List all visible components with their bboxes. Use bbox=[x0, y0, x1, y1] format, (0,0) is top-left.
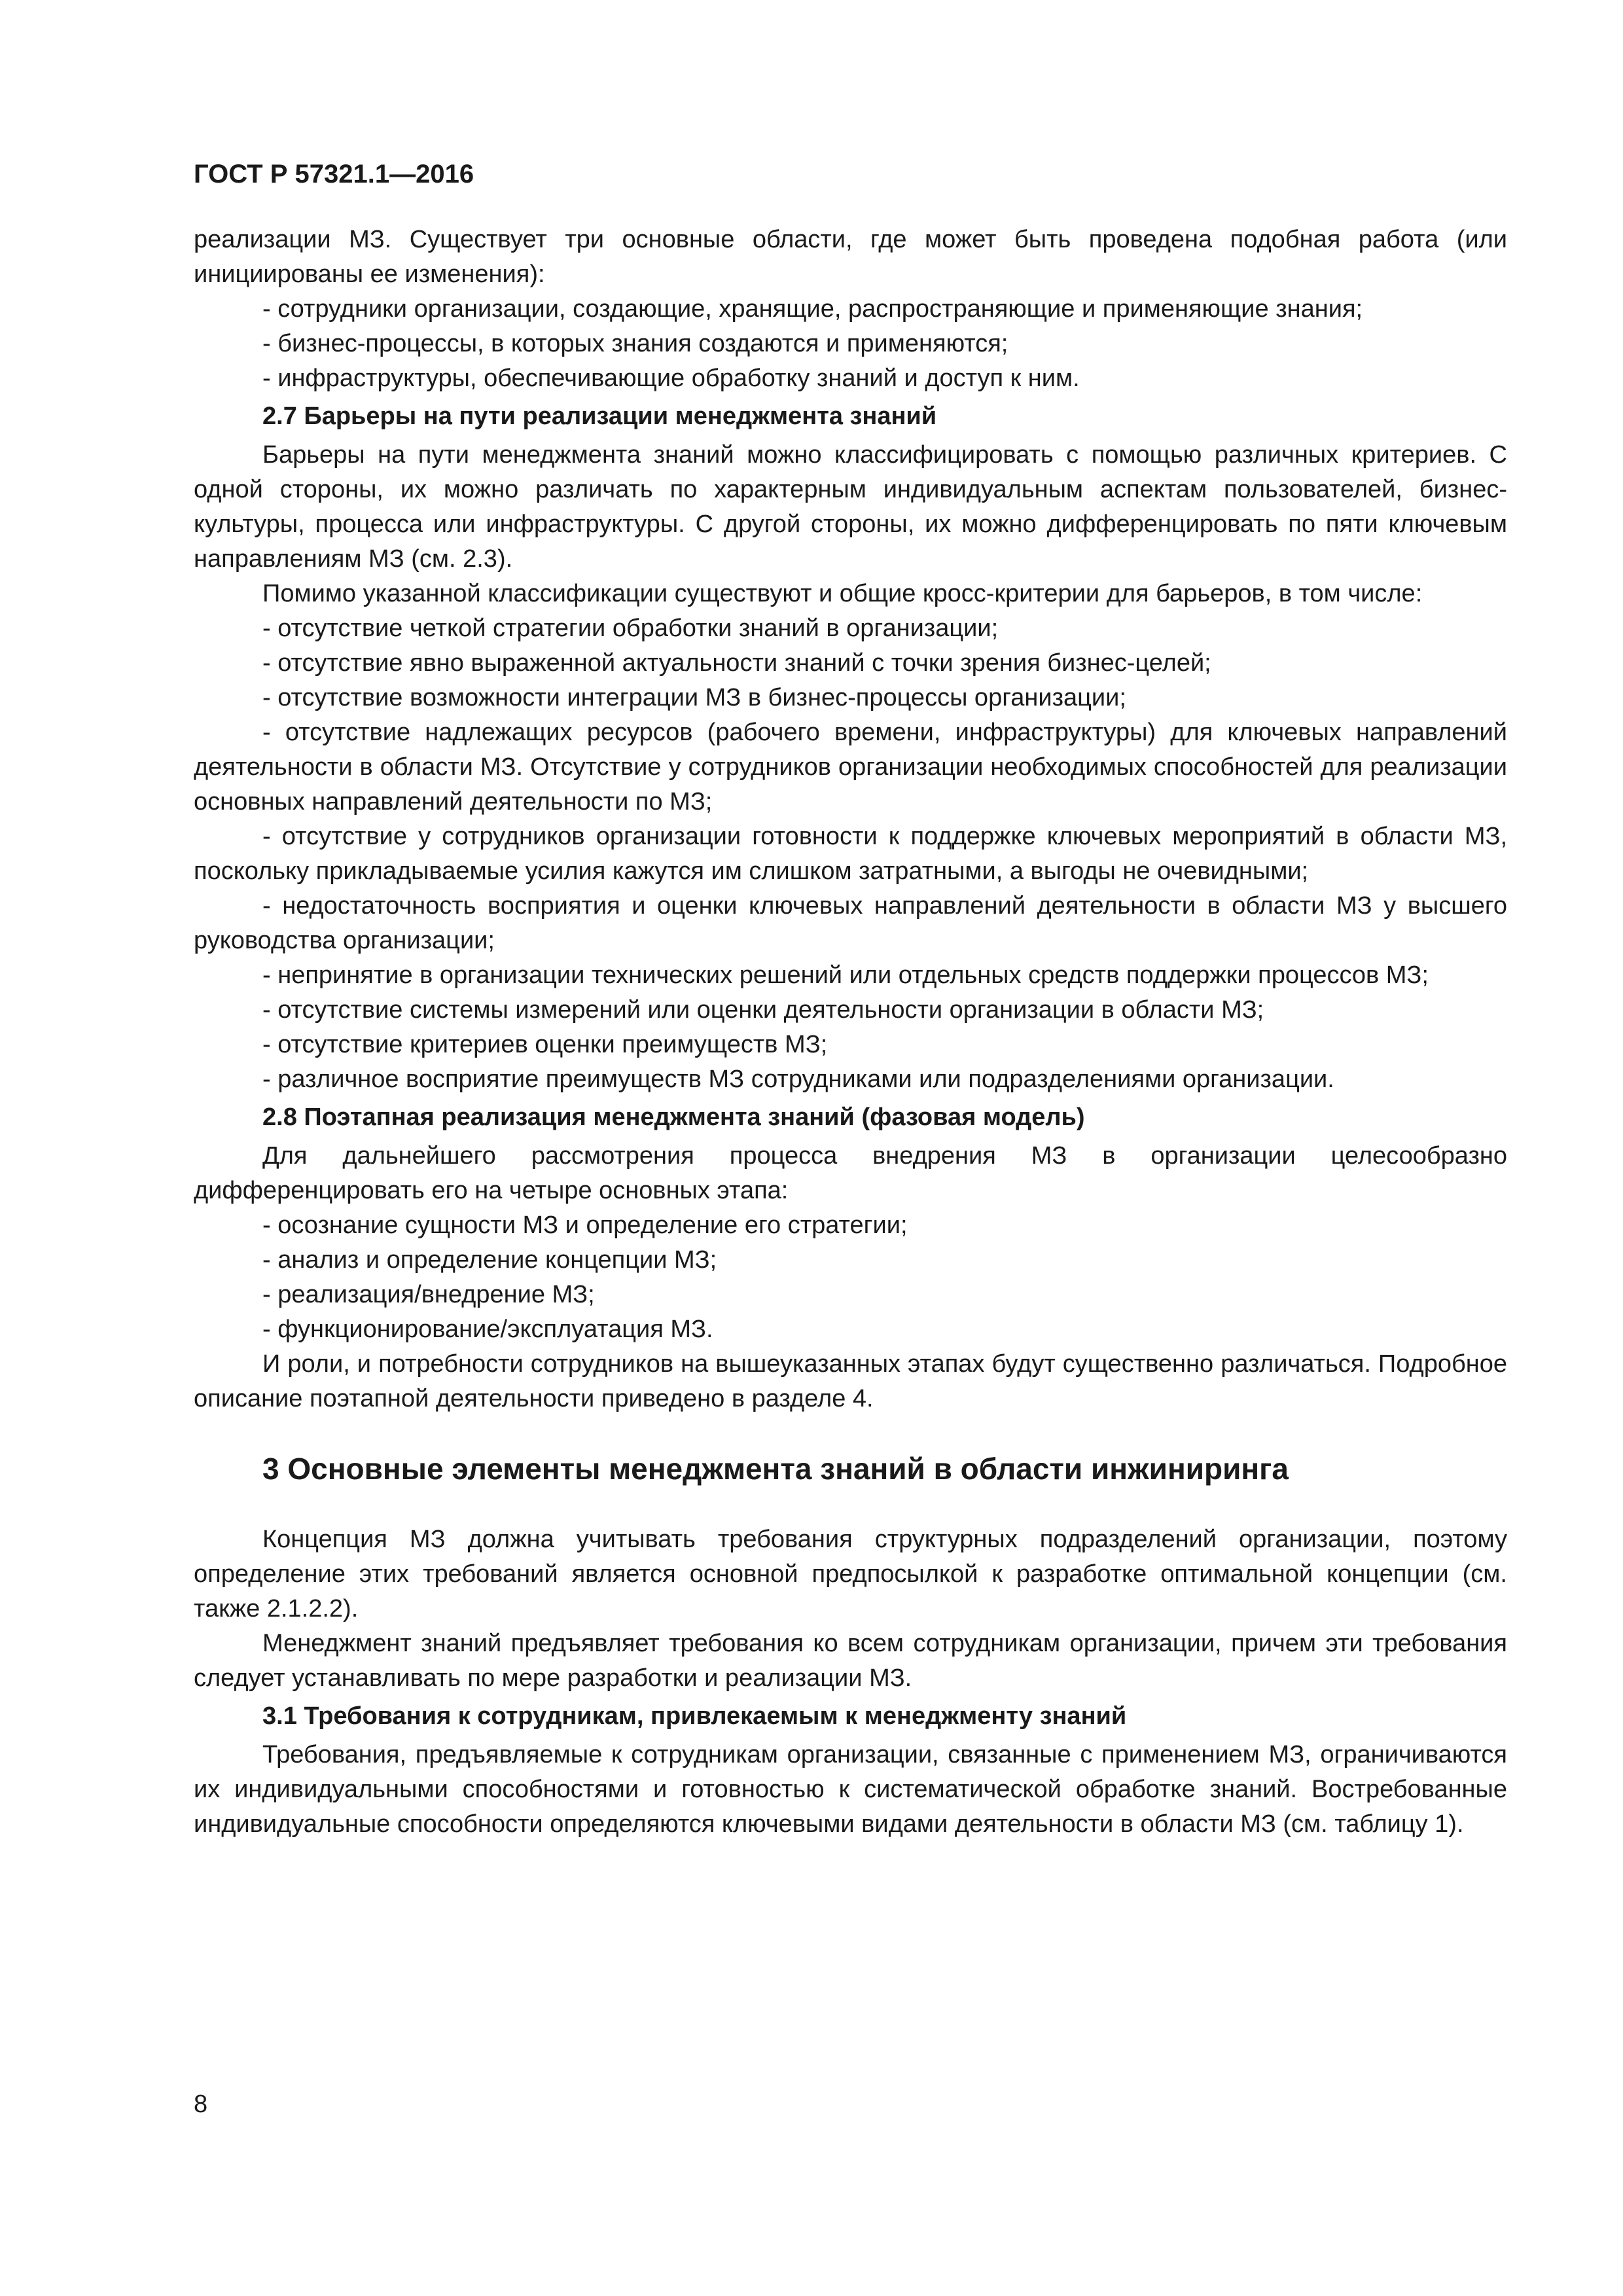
list-item: - отсутствие системы измерений или оценки деятельности организации в области МЗ; bbox=[262, 996, 1264, 1024]
list-item: - сотрудники организации, создающие, хранящие, распространяющие и применяющие знания; bbox=[262, 295, 1363, 323]
intro-paragraph: реализации МЗ. Существует три основные области, где может быть проведена подобная работа (или инициированы ее изменения): bbox=[194, 226, 1507, 288]
paragraph: Требования, предъявляемые к сотрудникам организации, связанные с применением МЗ, ограничиваются их индивидуальными способностями и готовностью к систематической обработке знаний. Востребованные индивидуальные способности определяются ключевыми видами деятельности в области МЗ (см. таблицу 1). bbox=[194, 1741, 1507, 1838]
list-item: - отсутствие критериев оценки преимуществ МЗ; bbox=[262, 1031, 828, 1058]
list-item: - отсутствие явно выраженной актуальности знаний с точки зрения бизнес-целей; bbox=[262, 649, 1211, 677]
paragraph: Менеджмент знаний предъявляет требования ко всем сотрудникам организации, причем эти требования следует устанавливать по мере разработки и реализации МЗ. bbox=[194, 1630, 1507, 1692]
list-item: - осознание сущности МЗ и определение его стратегии; bbox=[262, 1211, 908, 1239]
standard-header: ГОСТ Р 57321.1—2016 bbox=[194, 160, 474, 188]
document-page bbox=[194, 157, 1507, 1842]
list-item: - бизнес-процессы, в которых знания создаются и применяются; bbox=[262, 330, 1008, 357]
list-item: - функционирование/эксплуатация МЗ. bbox=[262, 1316, 713, 1343]
paragraph: Для дальнейшего рассмотрения процесса внедрения МЗ в организации целесообразно дифференцировать его на четыре основных этапа: bbox=[194, 1142, 1507, 1204]
page-number: 8 bbox=[194, 2090, 208, 2118]
paragraph: Помимо указанной классификации существуют и общие кросс-критерии для барьеров, в том числе: bbox=[262, 580, 1423, 607]
subsection-title-2-8: 2.8 Поэтапная реализация менеджмента знаний (фазовая модель) bbox=[262, 1103, 1085, 1131]
document-body bbox=[194, 223, 1507, 1842]
list-item: - анализ и определение концепции МЗ; bbox=[262, 1246, 717, 1274]
subsection-title-3-1: 3.1 Требования к сотрудникам, привлекаемым к менеджменту знаний bbox=[262, 1702, 1127, 1730]
list-item: - отсутствие возможности интеграции МЗ в бизнес-процессы организации; bbox=[262, 684, 1126, 711]
list-item: - инфраструктуры, обеспечивающие обработку знаний и доступ к ним. bbox=[262, 365, 1080, 392]
section-title-3: 3 Основные элементы менеджмента знаний в области инжиниринга bbox=[262, 1452, 1289, 1486]
list-item: - отсутствие у сотрудников организации готовности к поддержке ключевых мероприятий в области МЗ, поскольку прикладываемые усилия кажутся им слишком затратными, а выгоды не очевидными; bbox=[194, 823, 1507, 885]
list-item: - реализация/внедрение МЗ; bbox=[262, 1281, 595, 1308]
list-item: - недостаточность восприятия и оценки ключевых направлений деятельности в области МЗ у высшего руководства организации; bbox=[194, 892, 1507, 954]
subsection-title-2-7: 2.7 Барьеры на пути реализации менеджмента знаний bbox=[262, 403, 937, 430]
list-item: - непринятие в организации технических решений или отдельных средств поддержки процессов МЗ; bbox=[262, 961, 1429, 989]
paragraph: И роли, и потребности сотрудников на вышеуказанных этапах будут существенно различаться. Подробное описание поэтапной деятельности приведено в разделе 4. bbox=[194, 1350, 1507, 1412]
paragraph: Концепция МЗ должна учитывать требования структурных подразделений организации, поэтому определение этих требований является основной предпосылкой к разработке оптимальной концепции (см. также 2.1.2.2). bbox=[194, 1526, 1507, 1623]
list-item: - отсутствие четкой стратегии обработки знаний в организации; bbox=[262, 615, 999, 642]
paragraph: Барьеры на пути менеджмента знаний можно классифицировать с помощью различных критериев. С одной стороны, их можно различать по характерным индивидуальным аспектам пользователей, бизнес-культуры, процесса или инфраструктуры. С другой стороны, их можно дифференцировать по пяти ключевым направлениям МЗ (см. 2.3). bbox=[194, 441, 1507, 573]
list-item: - отсутствие надлежащих ресурсов (рабочего времени, инфраструктуры) для ключевых направлений деятельности в области МЗ. Отсутствие у сотрудников организации необходимых способностей для реализации основных направлений деятельности по МЗ; bbox=[194, 719, 1507, 816]
list-item: - различное восприятие преимуществ МЗ сотрудниками или подразделениями организации. bbox=[262, 1066, 1334, 1093]
